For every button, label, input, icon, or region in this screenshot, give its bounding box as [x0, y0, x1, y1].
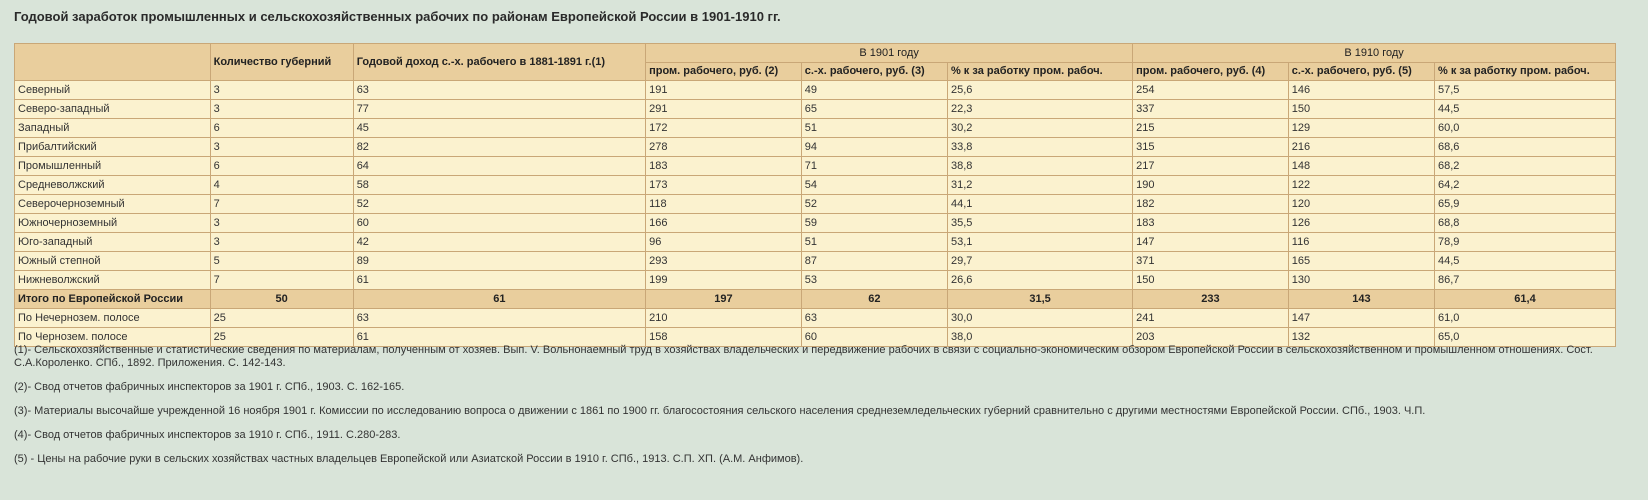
footnote: (4)- Свод отчетов фабричных инспекторов за 1910 г. СПб., 1911. С.280-283.	[14, 429, 401, 441]
footnote: (5) - Цены на рабочие руки в сельских хозяйствах частных владельцев Европейской или Азиатской России в 1910 г. СПб., 1913. С.П. ХП. (А.М. Анфимов).	[14, 453, 804, 465]
table-cell: 44,5	[1435, 252, 1616, 271]
header-group-1910: В 1910 году	[1133, 44, 1616, 63]
region-cell: Средневолжский	[15, 176, 211, 195]
table-cell: 61	[353, 328, 645, 347]
table-cell: 216	[1288, 138, 1434, 157]
region-cell: Южночерноземный	[15, 214, 211, 233]
region-cell: Нижневолжский	[15, 271, 211, 290]
table-cell: 52	[801, 195, 947, 214]
table-cell: 147	[1288, 309, 1434, 328]
table-cell: 148	[1288, 157, 1434, 176]
table-cell: 3	[210, 233, 353, 252]
table-cell: 54	[801, 176, 947, 195]
table-cell: 77	[353, 100, 645, 119]
table-cell: 126	[1288, 214, 1434, 233]
region-cell: Юго-западный	[15, 233, 211, 252]
header-1901-prom: пром. рабочего, руб. (2)	[646, 63, 802, 81]
table-cell: 3	[210, 100, 353, 119]
table-cell: 118	[646, 195, 802, 214]
region-cell: Южный степной	[15, 252, 211, 271]
table-cell: 120	[1288, 195, 1434, 214]
table-cell: 315	[1133, 138, 1289, 157]
table-cell: 197	[646, 290, 802, 309]
table-row	[15, 176, 1616, 195]
region-cell: Прибалтийский	[15, 138, 211, 157]
table-cell: 62	[801, 290, 947, 309]
table-cell: 61,0	[1435, 309, 1616, 328]
table-cell: 68,2	[1435, 157, 1616, 176]
footnote: (1)- Сельскохозяйственные и статистические сведения по материалам, полученным от хозяев. Вып. V. Вольнонаемный труд в хозяйствах владельческих и передвижение рабочих в связи с социально-экономическим обзором Европейской России в сельскохозяйственном и промышленном отношениях. Сост. С.А.Короленко. СПб., 1892. Приложения. С. 142-143.	[14, 344, 1593, 369]
table-cell: 5	[210, 252, 353, 271]
table-cell: 31,5	[947, 290, 1132, 309]
table-row	[15, 119, 1616, 138]
table-cell: 44,1	[947, 195, 1132, 214]
table-row	[15, 252, 1616, 271]
table-cell: 293	[646, 252, 802, 271]
table-row	[15, 271, 1616, 290]
table-cell: 254	[1133, 81, 1289, 100]
region-cell: Северо-западный	[15, 100, 211, 119]
region-cell: Северный	[15, 81, 211, 100]
table-cell: 68,8	[1435, 214, 1616, 233]
table-cell: 130	[1288, 271, 1434, 290]
table-cell: 4	[210, 176, 353, 195]
header-1910-prom: пром. рабочего, руб. (4)	[1133, 63, 1289, 81]
table-cell: 60	[353, 214, 645, 233]
table-cell: 60	[801, 328, 947, 347]
table-cell: 173	[646, 176, 802, 195]
header-gubernii: Количество губерний	[210, 44, 353, 81]
header-1901-sh: с.-х. рабочего, руб. (3)	[801, 63, 947, 81]
table-cell: 61	[353, 271, 645, 290]
footnote: (3)- Материалы высочайше учрежденной 16 ноября 1901 г. Комиссии по исследованию вопроса о движении с 1861 по 1900 гг. благосостояния сельского населения среднеземледельческих губерний сравнительно с другими местностями Европейской России. СПб., 1903. Ч.П.	[14, 405, 1426, 417]
table-row	[15, 100, 1616, 119]
table-cell: 64	[353, 157, 645, 176]
table-cell: 35,5	[947, 214, 1132, 233]
table-cell: 165	[1288, 252, 1434, 271]
table-cell: 53	[801, 271, 947, 290]
table-cell: 64,2	[1435, 176, 1616, 195]
region-cell: По Нечернозем. полосе	[15, 309, 211, 328]
table-cell: 150	[1133, 271, 1289, 290]
table-cell: 116	[1288, 233, 1434, 252]
table-cell: 337	[1133, 100, 1289, 119]
table-cell: 182	[1133, 195, 1289, 214]
header-region	[15, 44, 211, 81]
table-cell: 57,5	[1435, 81, 1616, 100]
table-cell: 30,0	[947, 309, 1132, 328]
table-cell: 63	[353, 309, 645, 328]
footnote: (2)- Свод отчетов фабричных инспекторов за 1901 г. СПб., 1903. С. 162-165.	[14, 381, 405, 393]
table-cell: 63	[353, 81, 645, 100]
table-row	[15, 214, 1616, 233]
footnotes	[14, 344, 1624, 477]
table-row	[15, 309, 1616, 328]
region-cell: По Чернозем. полосе	[15, 328, 211, 347]
table-cell: 7	[210, 271, 353, 290]
table-cell: 3	[210, 214, 353, 233]
table-cell: 147	[1133, 233, 1289, 252]
table-cell: 241	[1133, 309, 1289, 328]
table-cell: 217	[1133, 157, 1289, 176]
table-cell: 65,9	[1435, 195, 1616, 214]
table-cell: 371	[1133, 252, 1289, 271]
region-cell: Итого по Европейской России	[15, 290, 211, 309]
table-cell: 51	[801, 119, 947, 138]
table-cell: 25	[210, 328, 353, 347]
table-cell: 78,9	[1435, 233, 1616, 252]
page-title: Годовой заработок промышленных и сельскохозяйственных рабочих по районам Европейской России в 1901-1910 гг.	[14, 9, 781, 24]
table-row	[15, 138, 1616, 157]
table-cell: 122	[1288, 176, 1434, 195]
table-row	[15, 233, 1616, 252]
table-cell: 172	[646, 119, 802, 138]
table-cell: 53,1	[947, 233, 1132, 252]
table-cell: 68,6	[1435, 138, 1616, 157]
table-cell: 51	[801, 233, 947, 252]
table-cell: 45	[353, 119, 645, 138]
table-cell: 29,7	[947, 252, 1132, 271]
region-cell: Северочерноземный	[15, 195, 211, 214]
table-body	[15, 81, 1616, 347]
table-cell: 65,0	[1435, 328, 1616, 347]
table-cell: 278	[646, 138, 802, 157]
header-income: Годовой доход с.-х. рабочего в 1881-1891 г.(1)	[353, 44, 645, 81]
table-cell: 89	[353, 252, 645, 271]
header-1910-pct: % к за работку пром. рабоч.	[1435, 63, 1616, 81]
total-row	[15, 290, 1616, 309]
table-cell: 63	[801, 309, 947, 328]
table-cell: 31,2	[947, 176, 1132, 195]
table-cell: 291	[646, 100, 802, 119]
table-cell: 166	[646, 214, 802, 233]
table-row	[15, 195, 1616, 214]
table-cell: 183	[1133, 214, 1289, 233]
wages-table	[14, 43, 1616, 347]
table-cell: 129	[1288, 119, 1434, 138]
table-cell: 150	[1288, 100, 1434, 119]
table-cell: 44,5	[1435, 100, 1616, 119]
table-cell: 25,6	[947, 81, 1132, 100]
table-cell: 3	[210, 138, 353, 157]
table-cell: 61,4	[1435, 290, 1616, 309]
table-cell: 215	[1133, 119, 1289, 138]
table-cell: 86,7	[1435, 271, 1616, 290]
table-cell: 203	[1133, 328, 1289, 347]
table-cell: 50	[210, 290, 353, 309]
table-row	[15, 81, 1616, 100]
region-cell: Западный	[15, 119, 211, 138]
table-cell: 58	[353, 176, 645, 195]
table-cell: 199	[646, 271, 802, 290]
table-cell: 42	[353, 233, 645, 252]
table-cell: 26,6	[947, 271, 1132, 290]
header-1901-pct: % к за работку пром. рабоч.	[947, 63, 1132, 81]
table-cell: 158	[646, 328, 802, 347]
table-cell: 210	[646, 309, 802, 328]
table-cell: 6	[210, 119, 353, 138]
table-cell: 82	[353, 138, 645, 157]
table-cell: 6	[210, 157, 353, 176]
table-cell: 233	[1133, 290, 1289, 309]
table-cell: 87	[801, 252, 947, 271]
table-cell: 22,3	[947, 100, 1132, 119]
table-cell: 61	[353, 290, 645, 309]
table-cell: 30,2	[947, 119, 1132, 138]
table-cell: 143	[1288, 290, 1434, 309]
header-group-1901: В 1901 году	[646, 44, 1133, 63]
header-1910-sh: с.-х. рабочего, руб. (5)	[1288, 63, 1434, 81]
table-cell: 132	[1288, 328, 1434, 347]
region-cell: Промышленный	[15, 157, 211, 176]
table-cell: 146	[1288, 81, 1434, 100]
table-cell: 190	[1133, 176, 1289, 195]
table-cell: 52	[353, 195, 645, 214]
table-cell: 60,0	[1435, 119, 1616, 138]
table-cell: 183	[646, 157, 802, 176]
table-cell: 33,8	[947, 138, 1132, 157]
table-cell: 59	[801, 214, 947, 233]
table-cell: 25	[210, 309, 353, 328]
table-row	[15, 157, 1616, 176]
table-cell: 71	[801, 157, 947, 176]
table-cell: 96	[646, 233, 802, 252]
table-cell: 94	[801, 138, 947, 157]
table-cell: 65	[801, 100, 947, 119]
table-cell: 38,0	[947, 328, 1132, 347]
table-cell: 191	[646, 81, 802, 100]
table-cell: 38,8	[947, 157, 1132, 176]
table-cell: 3	[210, 81, 353, 100]
table-cell: 7	[210, 195, 353, 214]
table-cell: 49	[801, 81, 947, 100]
